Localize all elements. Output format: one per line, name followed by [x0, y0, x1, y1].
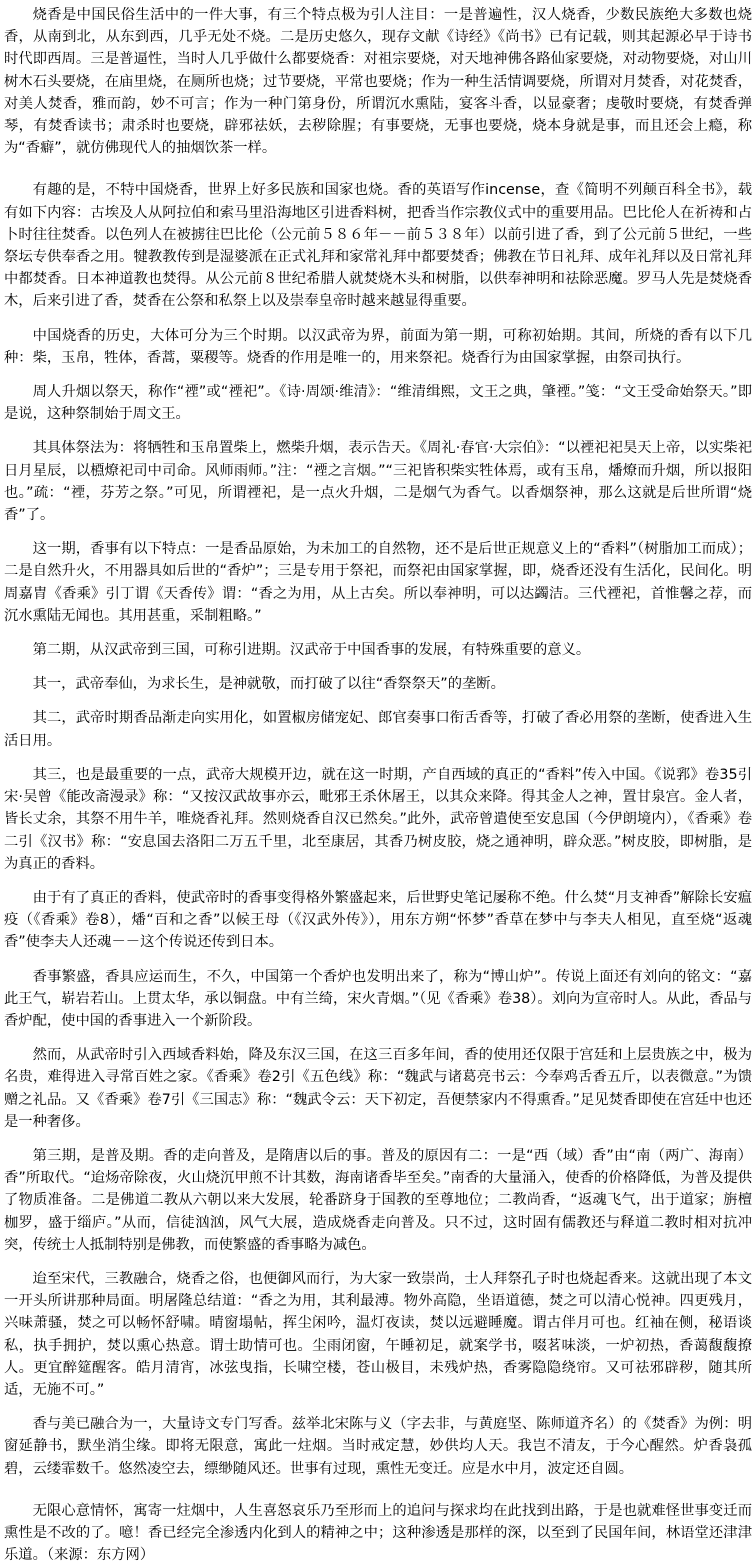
- paragraph-gap: [4, 1256, 752, 1268]
- paragraph-14: 第三期，是普及期。香的走向普及，是隋唐以后的事。普及的原因有二：一是“西（域）香”由“南（两广、海南）香”所取代。“迨炀帝除夜，火山烧沉甲煎不计其数，海南诸香毕至矣。”南香的大量涌入，使香的价格降低，为普及提供了物质准备。二是佛道二教从六朝以来大发展，轮番跻身于国教的至尊地位；二教尚香，“返魂飞气，出于道家；旃檀枷罗，盛于缁庐。”从而，信徒汹汹，风气大展，造成烧香走向普及。只不过，这时固有儒教还与释道二教时相对抗冲突，传统士人抵制特别是佛教，而使繁盛的香事略为减色。: [4, 1147, 752, 1253]
- paragraph-17: 无限心意情怀，寓寄一炷烟中，人生喜怒哀乐乃至形而上的追问与探求均在此找到出路，于是也就难怪世事变迁而熏性是不改的了。噫！香已经完全渗透内化到人的精神之中；这种渗透是那样的深，以至到了民国年间，林语堂还津津乐道。（来源：东方网）: [4, 1502, 752, 1564]
- paragraph-1: 烧香是中国民俗生活中的一件大事，有三个特点极为引人注目：一是普遍性，汉人烧香，少数民族绝大多数也烧香，从南到北，从东到西，几乎无处不烧。二是历史悠久，现存文献《诗经》《尚书》已有记载，则其起源必早于诗书时代即西周。三是普逼性，当时人几乎做什么都要烧香：对祖宗要烧，对天地神佛各路仙家要烧，对动物要烧，对山川树木石头要烧，在庙里烧，在厕所也烧；过节要烧，平常也要烧；作为一种生活情调要烧，所谓对月焚香，对花焚香，对美人焚香，雅而韵，妙不可言；作为一种门第身份，所谓沉水熏陆，宴客斗香，以显豪奢；虔敬时要烧，有焚香弹琴，有焚香读书；肃杀时也要烧，辟邪祛妖，去秽除腥；有事要烧，无事也要烧，烧本身就是事，而且还会上瘾，称为“香癖”，就仿佛现代人的抽烟饮茶一样。: [4, 7, 752, 157]
- paragraph-gap: [4, 1032, 752, 1044]
- paragraph-4: 周人升烟以祭天，称作“禋”或“禋祀”。《诗·周颂·维清》：“维清缉熙，文王之典，肇禋。”笺：“文王受命始祭天。”即是说，这种祭制始于周文王。: [4, 384, 752, 423]
- paragraph-gap: [4, 661, 752, 673]
- paragraph-gap: [4, 425, 752, 437]
- paragraph-gap: [4, 1401, 752, 1413]
- paragraph-gap: [4, 752, 752, 764]
- paragraph-7: 第二期，从汉武帝到三国，可称引进期。汉武帝于中国香事的发展，有特殊重要的意义。: [32, 642, 591, 659]
- paragraph-16: 香与美已融合为一，大量诗文专门写香。兹举北宋陈与义（字去非，与黄庭坚、陈师道齐名）的《焚香》为例：明窗延静书，默坐消尘缘。即将无限意，寓此一炷烟。当时戒定慧，妙供均人天。我岂不清友，于今心醒然。炉香袅孤碧，云缕霏数千。悠然凌空去，缥缈随风还。世事有过现，熏性无变迁。应是水中月，波定还自圆。: [4, 1416, 752, 1477]
- paragraph-2: 有趣的是，不特中国烧香，世界上好多民族和国家也烧。香的英语写作incense，查《简明不列颠百科全书》，载有如下内容：古埃及人从阿拉伯和索马里沿海地区引进香料树，把香当作宗教仪式中的重要用品。巴比伦人在祈祷和占卜时往往焚香。以色列人在被掳往巴比伦（公元前５８６年－－前５３８年）以前引进了香，到了公元前５世纪，一些祭坛专供奉香之用。犍教教传到是湿婆派在正式礼拜和家常礼拜中都要焚香；佛教在节日礼拜、成年礼拜以及日常礼拜中都焚香。日本神道教也焚得。从公元前８世纪希腊人就焚烧木头和树脂，以供奉神明和祛除恶魔。罗马人先是焚烧香木，后来引进了香，焚香在公祭和私祭上以及崇奉皇帝时越来越显得重要。: [4, 182, 752, 310]
- paragraph-15: 迨至宋代，三教融合，烧香之俗，也便御风而行，为大家一致崇尚，士人拜祭孔子时也烧起香来。这就出现了本文一开头所讲那种局面。明屠隆总结道：“香之为用，其利最溥。物外高隐，坐语道德，焚之可以清心悦神。四更残月，兴味萧骚，焚之可以畅怀舒啸。晴窗塌帖，挥尘闲吟，温灯夜读，焚以远避睡魔。谓古伴月可也。红袖在侧，秘语谈私，执手拥护，焚以熏心热意。谓士助情可也。尘雨闭窗，午睡初足，就案学书，啜茗味淡，一炉初热，香蔼馥馥撩人。更宜醉筵醒客。皓月清宵，冰弦曳指，长啸空楼，苍山极目，未残炉热，香雾隐隐绕帘。又可祛邪辟秽，随其所适，无施不可。”: [4, 1270, 752, 1398]
- paragraph-3: 中国烧香的历史，大体可分为三个时期。以汉武帝为界，前面为第一期，可称初始期。其间，所烧的香有以下几种：柴，玉帛，牲体，香蒿，粟稷等。烧香的作用是唯一的，用来祭祀。烧香行为由国家掌握，由祭司执行。: [4, 327, 752, 366]
- paragraph-9: 其二，武帝时期香品渐走向实用化，如置椒房储宠妃、郎官奏事口衔舌香等，打破了香必用祭的垄断，使香进入生活日用。: [4, 710, 752, 749]
- paragraph-6: 这一期，香事有以下特点：一是香品原始，为未加工的自然物，还不是后世正规意义上的“香料”（树脂加工而成）；二是自然升火，不用器具如后世的“香炉”；三是专用于祭祀，而祭祀由国家掌握，即，烧香还没有生活化，民间化。明周嘉胄《香乘》引丁谓《天香传》谓：“香之为用，从上古矣。所以奉神明，可以达蠲洁。三代禋祀，首惟馨之荐，而沉水熏陆无闻也。其用甚重，采制粗略。”: [4, 541, 752, 624]
- paragraph-8: 其一，武帝奉仙，为求长生，是神就敬，而打破了以往“香祭祭天”的垄断。: [32, 676, 505, 693]
- paragraph-gap: [4, 369, 752, 381]
- paragraph-gap: [4, 627, 752, 639]
- paragraph-gap: [4, 159, 752, 179]
- paragraph-gap: [4, 695, 752, 707]
- paragraph-gap: [4, 526, 752, 538]
- paragraph-12: 香事繁盛，香具应运而生，不久，中国第一个香炉也发明出来了，称为“博山炉”。传说上面还有刘向的铭文：“嘉此王气，崭岩若山。上贯太华，承以铜盘。中有兰绮，宋火青烟。”（见《香乘》卷38）。刘向为宣帝时人。从此，香品与香炉配，使中国的香事进入一个新阶段。: [4, 968, 752, 1029]
- paragraph-gap: [4, 1480, 752, 1500]
- paragraph-gap: [4, 954, 752, 966]
- paragraph-gap: [4, 875, 752, 887]
- paragraph-5: 其具体祭法为：将牺牲和玉帛置柴上，燃柴升烟，表示告天。《周礼·春官·大宗伯》：“以禋祀祀昊天上帝，以实柴祀日月星辰，以槱燎祀司中司命。风师雨师。”注：“禋之言烟。”“三祀皆积柴实牲体焉，或有玉帛，燔燎而升烟，所以报阳也。”疏：“禋，芬芳之祭。”可见，所谓禋祀，是一点火升烟，二是烟气为香气。以香烟祭神，那么这就是后世所谓“烧香”了。: [4, 440, 752, 524]
- paragraph-gap: [4, 1133, 752, 1145]
- paragraph-13: 然而，从武帝时引入西域香料始，降及东汉三国，在这三百多年间，香的使用还仅限于宫廷和上层贵族之中，极为名贵，难得进入寻常百姓之家。《香乘》卷2引《五色线》称：“魏武与诸葛亮书云：今奉鸡舌香五斤，以表微意。”为馈赠之礼品。又《香乘》卷7引《三国志》称：“魏武令云：天下初定，吾便禁家内不得熏香。”足见焚香即使在宫廷中也还是一种奢侈。: [4, 1047, 752, 1130]
- paragraph-10: 其三，也是最重要的一点，武帝大规模开边，就在这一时期，产自西域的真正的“香料”传入中国。《说郛》卷35引宋·吴曾《能改斋漫录》称：“又按汉武故事亦云，毗邪王杀休屠王，以其众来降。得其金人之神，置甘泉宫。金人者，皆长丈余，其祭不用牛羊，唯烧香礼拜。然则烧香自汉已然矣。”此外，武帝曾遣使至安息国（今伊朗境内），《香乘》卷二引《汉书》称：“安息国去洛阳二万五千里，北至康居，其香乃树皮胶，烧之通神明，辟众恶。”树皮胶，即树脂，是为真正的香料。: [4, 766, 752, 872]
- paragraph-11: 由于有了真正的香料，使武帝时的香事变得格外繁盛起来，后世野史笔记屡称不绝。什么焚“月支神香”解除长安瘟疫（《香乘》卷8），燔“百和之香”以候王母（《汉武外传》），用东方朔“怀梦”香草在梦中与李夫人相见，直至烧“返魂香”使李夫人还魂－－这个传说还传到日本。: [4, 889, 752, 951]
- paragraph-gap: [4, 313, 752, 325]
